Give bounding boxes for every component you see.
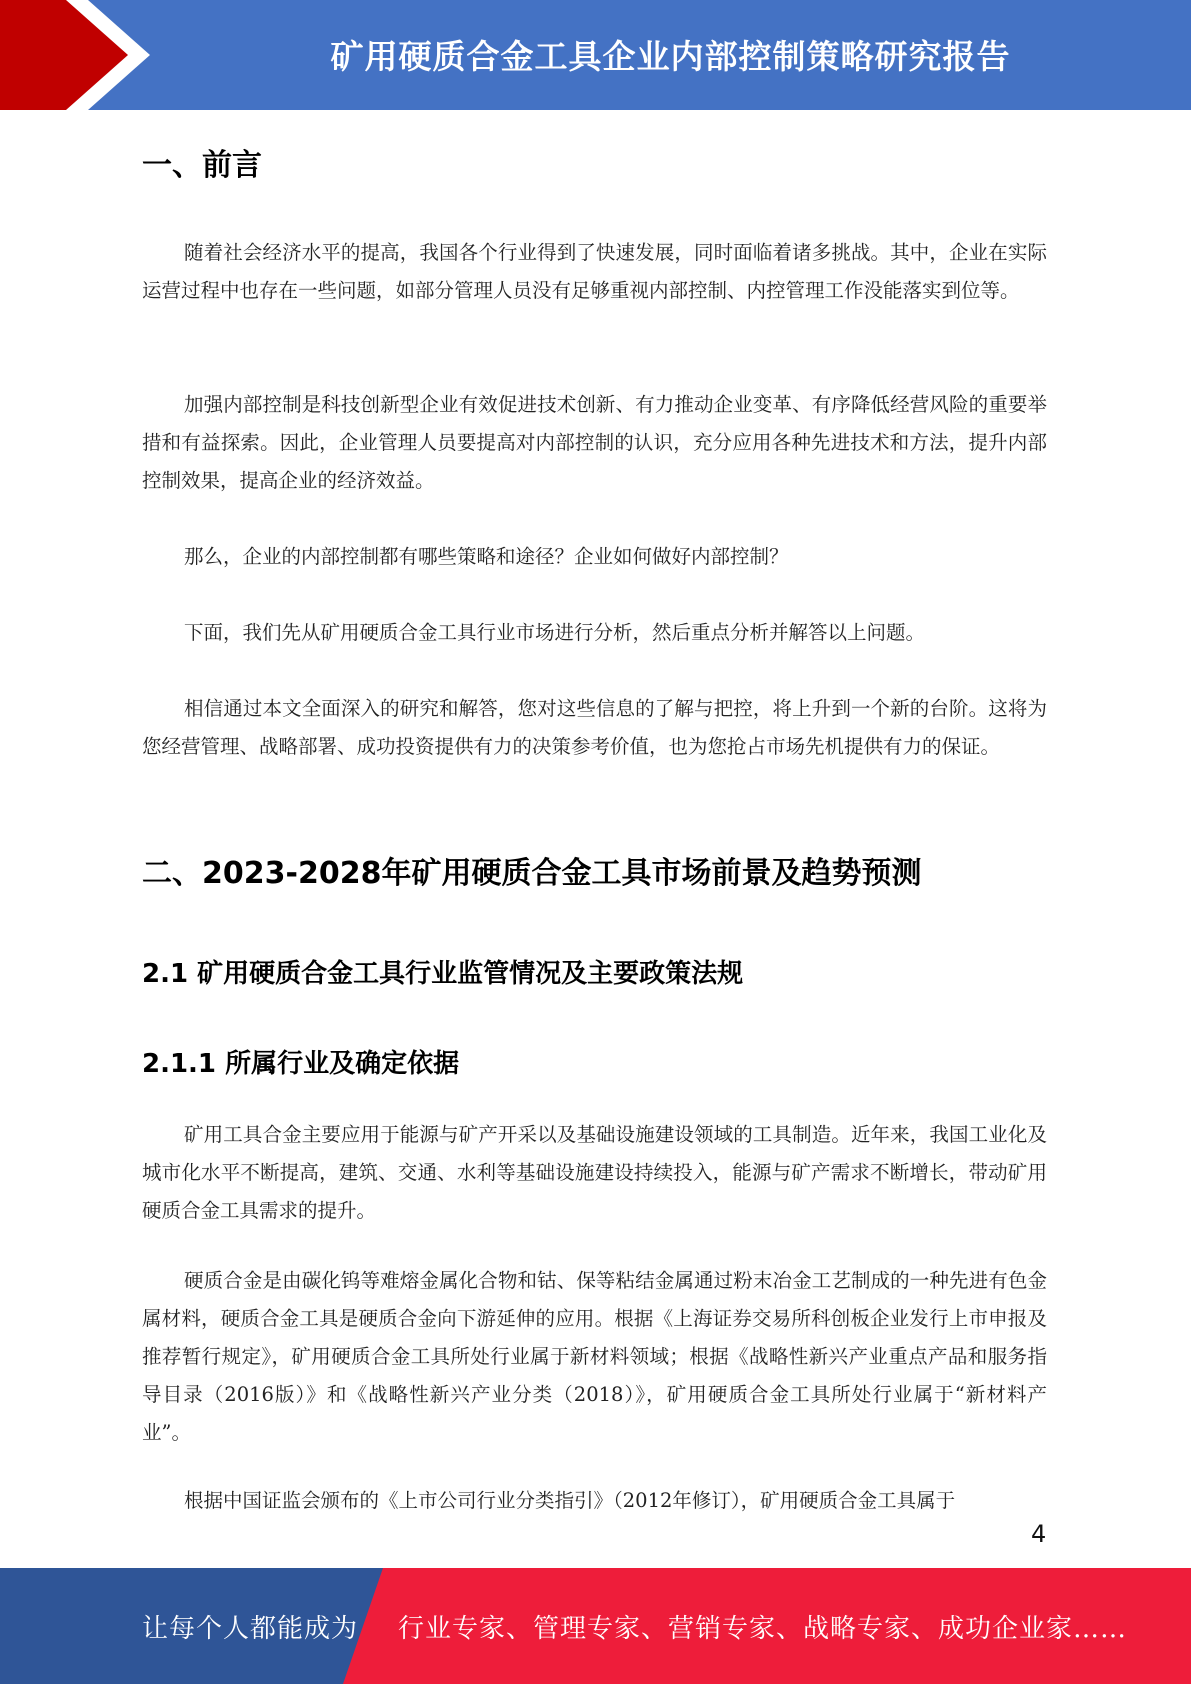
intro-paragraph-2: 加强内部控制是科技创新型企业有效促进技术创新、有力推动企业变革、有序降低经营风险的重要举措和有益探索。因此，企业管理人员要提高对内部控制的认识，充分应用各种先进技术和方法，提升内部控制效果，提高企业的经济效益。: [142, 393, 1047, 492]
market-heading: 二、2023-2028年矿用硬质合金工具市场前景及趋势预测: [142, 856, 922, 891]
page-number: 4: [1031, 1520, 1047, 1548]
footer-band: [0, 1568, 1191, 1684]
footer-slogan-left: 让每个人都能成为: [142, 1613, 359, 1644]
intro-heading: 一、前言: [142, 148, 262, 183]
header-band: [0, 0, 1191, 110]
report-title: 矿用硬质合金工具企业内部控制策略研究报告: [330, 36, 1011, 76]
sub-heading-2-1: 2.1 矿用硬质合金工具行业监管情况及主要政策法规: [142, 959, 744, 989]
industry-paragraph-1: 矿用工具合金主要应用于能源与矿产开采以及基础设施建设领域的工具制造。近年来，我国工业化及城市化水平不断提高，建筑、交通、水利等基础设施建设持续投入，能源与矿产需求不断增长，带动矿用硬质合金工具需求的提升。: [142, 1123, 1047, 1222]
footer-slogan-right: 行业专家、管理专家、营销专家、战略专家、成功企业家……: [398, 1613, 1128, 1644]
intro-paragraph-5: 相信通过本文全面深入的研究和解答，您对这些信息的了解与把控，将上升到一个新的台阶。这将为您经营管理、战略部署、成功投资提供有力的决策参考价值，也为您抢占市场先机提供有力的保证。: [142, 697, 1047, 758]
intro-paragraph-1: 随着社会经济水平的提高，我国各个行业得到了快速发展，同时面临着诸多挑战。其中，企业在实际运营过程中也存在一些问题，如部分管理人员没有足够重视内部控制、内控管理工作没能落实到位等。: [142, 241, 1047, 302]
industry-paragraph-3: 根据中国证监会颁布的《上市公司行业分类指引》（2012年修订），矿用硬质合金工具属于: [184, 1489, 956, 1512]
industry-paragraph-2: 硬质合金是由碳化钨等难熔金属化合物和钴、保等粘结金属通过粉末冶金工艺制成的一种先进有色金属材料，硬质合金工具是硬质合金向下游延伸的应用。根据《上海证券交易所科创板企业发行上市申报及推荐暂行规定》，矿用硬质合金工具所处行业属于新材料领域；根据《战略性新兴产业重点产品和服务指导目录（2016版）》和《战略性新兴产业分类（2018）》，矿用硬质合金工具所处行业属于“新材料产业”。: [142, 1269, 1047, 1444]
intro-paragraph-4: 下面，我们先从矿用硬质合金工具行业市场进行分析，然后重点分析并解答以上问题。: [184, 621, 926, 644]
intro-paragraph-3: 那么，企业的内部控制都有哪些策略和途径？企业如何做好内部控制？: [184, 545, 789, 568]
sub-heading-2-1-1: 2.1.1 所属行业及确定依据: [142, 1049, 460, 1079]
